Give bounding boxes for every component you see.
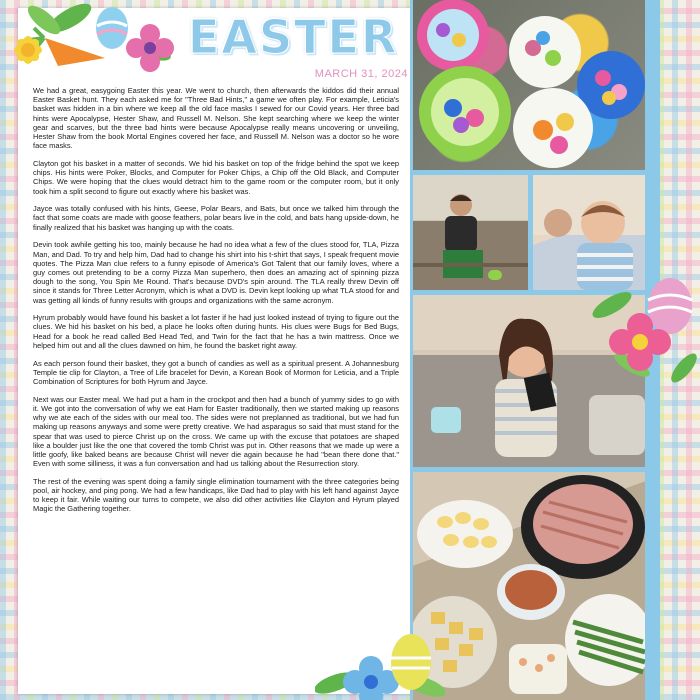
date-label: MARCH 31, 2024 [314,68,408,80]
page-title: EASTER [188,10,399,64]
story-paragraph: The rest of the evening was spent doing a family single elimination tournament with the three categories being pool, air hockey, and ping pong. We had a few handicaps, like Dad had to play with his left hand against Jayce to keep it fair. While waiting our turns to compete, we also did other activities like Clayton and Hyrum played Magic the Gathering together. [33,476,399,514]
journal-text [33,86,399,522]
story-paragraph: Hyrum probably would have found his basket a lot faster if he had just looked instead of trying to figure out the clues. We hid his basket on his bed, a place he looks often during hunts. His clues were Bugs for Bed Bugs, Head for a book he read called Bed Head Ted, and Twin for the fact that he has a twin mattress. Once we helped him out and all the clues dawned on him, he found the basket right away. [33,313,399,350]
blue-flower-icon [343,656,399,700]
egg-icon [96,7,128,49]
pink-flower-icon [126,24,174,72]
story-paragraph: Clayton got his basket in a matter of seconds. We hid his basket on top of the fridge behind the spot we keep chips. His hints were Poker, Blocks, and Computer for Poker Chips, a Chip off the Old Black, and Computer Chips. We were hoping that the clues would detract him to the game room or the computer room, but it only took him a split second to figure out exactly where his basket was. [33,158,399,196]
story-paragraph: We had a great, easygoing Easter this year. We went to church, then afterwards the kiddos did their annual Easter Basket hunt. They each asked me for "Three Bad Hints," a game we often play. For example, Leticia's basket was hidden in a bin where we keep all the old face masks I sewed for our Covid years. Her three bad hints were Apocalypse, Hester Shaw, and Russell M. Nelson. She kept searching where we keep the winter gear and scarves, but the three bad hints were because Apocalypse really means uncovering or unveiling, Hester Shaw from the book Mortal Engines covered her face, and Russell M. Nelson was a doctor so he wore face masks. [33,86,399,151]
egg-icon [648,278,692,334]
easter-baskets-photo [413,0,645,170]
story-paragraph: Devin took awhile getting his too, mainly because he had no idea what a few of the clues stood for, TLA, Pizza Man, and Dad. To try and help him, Dad had to change his shirt into his t-shirt that says, I speak frequent movie quotes. The Pizza Man clue refers to a funny episode of America's Got Talent that our family loves, where a guy comes out pretending to be a corny Pizza Man superhero, then does an amazing act of spinning pizza dough to the song, You Spin Me Round. That's because DVD's spin around. The TLA really threw Devin off since it stands for Three Letter Acronym, which is what a DVD is. Devin kept looking up what TLA stood for and was getting all kinds of funny results with groups and organizations with the same acronym. [33,240,399,305]
easter-embellishment-cluster [0,0,190,95]
carrot-icon [30,28,105,66]
flower-cluster [592,270,700,390]
story-paragraph: Next was our Easter meal. We had put a ham in the crockpot and then had a bunch of yummy sides to go with it. We got into the conversation of why we eat Ham for Easter traditionally, then we started making up reasons why we ate each of the sides with our meal too. The sides were not preplanned as traditional, but we had fun making up reasons anyways and some were pretty creative. We had asparagus so said that must stand for the spear that was used to pierce Christ up on the cross. We came up with the excuse that potatoes are shaped like a boulder just like the one that covered the tomb Christ was put in. Other reasons that we made up were a little goofy, like baked beans are because Christ will never die again because he had "bean there done that." Even with some silliness, it was a fun conversation and had us talking about the Resurrection story. [33,394,399,469]
egg-icon [391,634,431,690]
easter-meal-photo [413,472,645,700]
boy-reading-photo [413,175,528,290]
bottom-embellishment-cluster [315,628,445,700]
story-paragraph: As each person found their basket, they got a bunch of candies as well as a spiritual present. A Johannesburg Temple tie clip for Clayton, a Tree of Life bracelet for Devin, a Korean Book of Mormon for Leticia, and a Triple Combination of Scriptures for both Hyrum and Jayce. [33,358,399,386]
story-paragraph: Jayce was totally confused with his hints, Geese, Polar Bears, and Bats, but once we talked him through the fact that some coats are made with goose feathers, polar bears live in the cold, and bats hang upside-down, he finally realized that his basket was hanging up with the coats. [33,204,399,232]
